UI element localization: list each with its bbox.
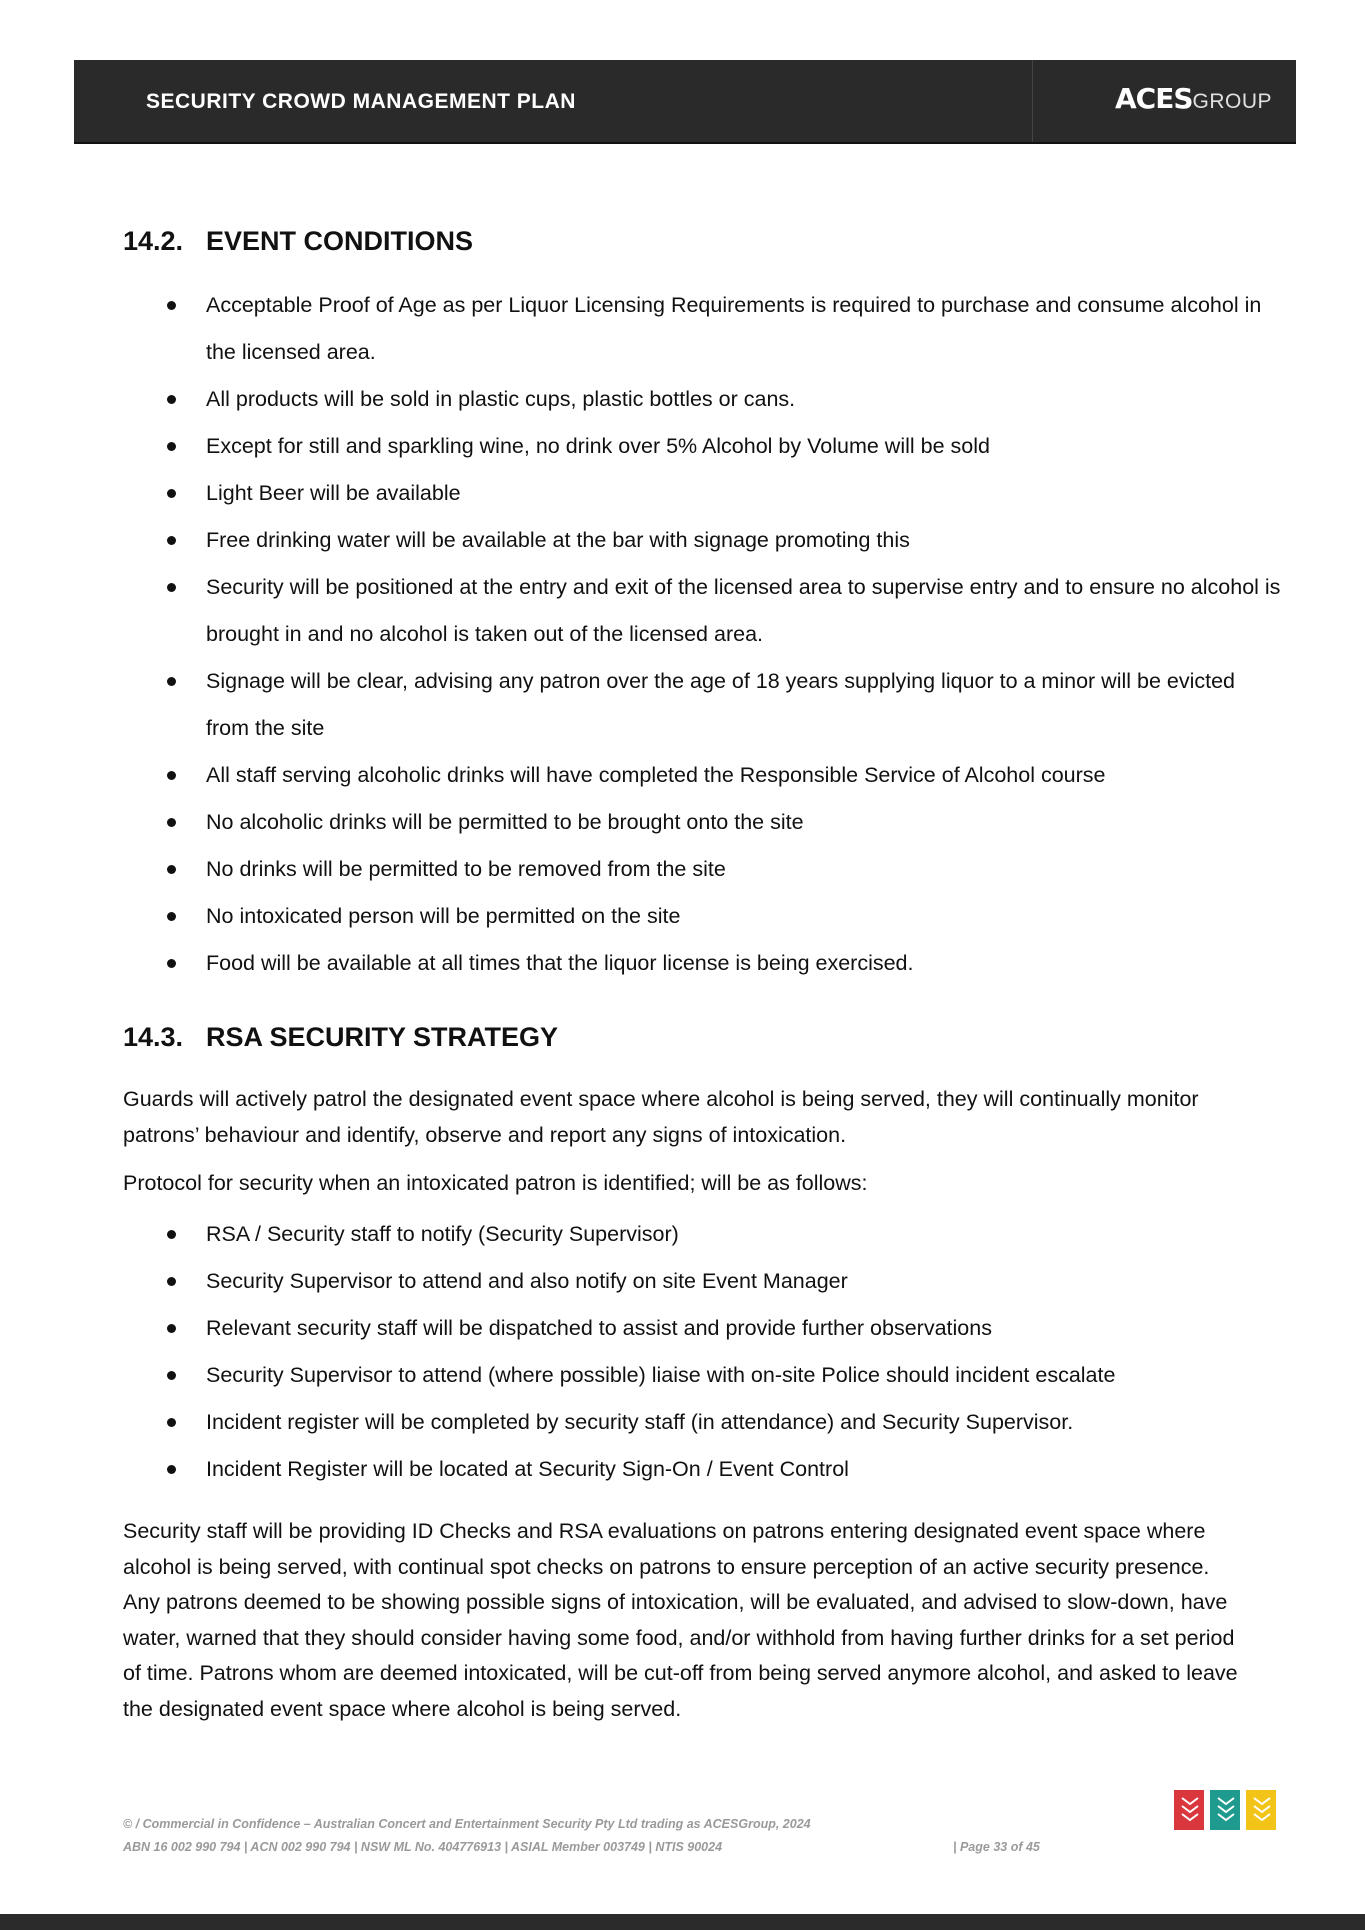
list-item: Acceptable Proof of Age as per Liquor Licensing Requirements is required to purchase and consume alcohol in the licensed area. (123, 282, 1283, 376)
list-item: No drinks will be permitted to be removed from the site (123, 846, 1283, 893)
ohs-cert-icon (1246, 1790, 1276, 1852)
cert-badge (1210, 1790, 1240, 1830)
bullet-icon (167, 301, 176, 310)
bullet-icon (167, 912, 176, 921)
document-title: SECURITY CROWD MANAGEMENT PLAN (146, 90, 576, 113)
page-number: | Page 33 of 45 (953, 1840, 1040, 1854)
bullet-icon (167, 395, 176, 404)
list-item: Incident Register will be located at Security Sign-On / Event Control (123, 1446, 1283, 1493)
bullet-icon (167, 677, 176, 686)
bullet-icon (167, 1418, 176, 1427)
bullet-icon (167, 489, 176, 498)
list-item: Security Supervisor to attend and also notify on site Event Manager (123, 1258, 1283, 1305)
list-item: Incident register will be completed by security staff (in attendance) and Security Supervisor. (123, 1399, 1283, 1446)
protocol-paragraph: Protocol for security when an intoxicated patron is identified; will be as follows: (123, 1171, 868, 1195)
rsa-intro-paragraph: Guards will actively patrol the designated event space where alcohol is being served, they will continually monitor patrons’ behaviour and identify, observe and report any signs of intoxication. (123, 1087, 1199, 1147)
page-header (74, 60, 1296, 144)
page-bottom-edge (0, 1914, 1365, 1930)
bullet-icon (167, 1371, 176, 1380)
list-item: No intoxicated person will be permitted on the site (123, 893, 1283, 940)
list-item: RSA / Security staff to notify (Security Supervisor) (123, 1211, 1283, 1258)
closing-paragraph: Security staff will be providing ID Checks and RSA evaluations on patrons entering designated event space where alcohol is being served, with continual spot checks on patrons to ensure perception of an active security presence. Any patrons deemed to be showing possible signs of intoxication, will be evaluated, and advised to slow-down, have water, warned that they should consider having some food, and/or withhold from having further drinks for a set period of time. Patrons whom are deemed intoxicated, will be cut-off from being served anymore alcohol, and asked to leave the designated event space where alcohol is being served. (123, 1519, 1238, 1721)
header-divider (1032, 60, 1033, 142)
section-heading-event-conditions (123, 226, 473, 257)
section-heading-rsa-strategy (123, 1022, 558, 1053)
protocol-list (123, 1211, 1283, 1493)
event-conditions-list (123, 282, 1283, 987)
bullet-icon (167, 442, 176, 451)
list-item: Except for still and sparkling wine, no drink over 5% Alcohol by Volume will be sold (123, 423, 1283, 470)
footer-registration: ABN 16 002 990 794 | ACN 002 990 794 | NSW ML No. 404776913 | ASIAL Member 003749 | NTIS 90024 (123, 1840, 723, 1854)
list-item: All products will be sold in plastic cups, plastic bottles or cans. (123, 376, 1283, 423)
list-item: Security will be positioned at the entry and exit of the licensed area to supervise entry and to ensure no alcohol is brought in and no alcohol is taken out of the licensed area. (123, 564, 1283, 658)
certification-logos (1174, 1790, 1276, 1852)
bullet-icon (167, 536, 176, 545)
list-item: Light Beer will be available (123, 470, 1283, 517)
list-item: Food will be available at all times that the liquor license is being exercised. (123, 940, 1283, 987)
quality-cert-icon (1174, 1790, 1204, 1852)
bullet-icon (167, 1277, 176, 1286)
bullet-icon (167, 818, 176, 827)
aces-group-logo: ACESGROUP (1114, 82, 1272, 115)
bullet-icon (167, 865, 176, 874)
list-item: Free drinking water will be available at the bar with signage promoting this (123, 517, 1283, 564)
list-item: Relevant security staff will be dispatched to assist and provide further observations (123, 1305, 1283, 1352)
environment-cert-icon (1210, 1790, 1240, 1852)
section-number: 14.2. (123, 226, 184, 256)
bullet-icon (167, 1230, 176, 1239)
section-title: EVENT CONDITIONS (206, 226, 474, 256)
section-number: 14.3. (123, 1022, 184, 1052)
section-title: RSA SECURITY STRATEGY (206, 1022, 559, 1052)
list-item: Security Supervisor to attend (where possible) liaise with on-site Police should incident escalate (123, 1352, 1283, 1399)
cert-badge (1174, 1790, 1204, 1830)
bullet-icon (167, 1465, 176, 1474)
list-item: All staff serving alcoholic drinks will have completed the Responsible Service of Alcohol course (123, 752, 1283, 799)
footer-copyright: © / Commercial in Confidence – Australian Concert and Entertainment Security Pty Ltd trading as ACESGroup, 2024 (123, 1817, 811, 1831)
list-item: Signage will be clear, advising any patron over the age of 18 years supplying liquor to a minor will be evicted from the site (123, 658, 1283, 752)
bullet-icon (167, 771, 176, 780)
list-item: No alcoholic drinks will be permitted to be brought onto the site (123, 799, 1283, 846)
bullet-icon (167, 1324, 176, 1333)
bullet-icon (167, 583, 176, 592)
cert-badge (1246, 1790, 1276, 1830)
bullet-icon (167, 959, 176, 968)
